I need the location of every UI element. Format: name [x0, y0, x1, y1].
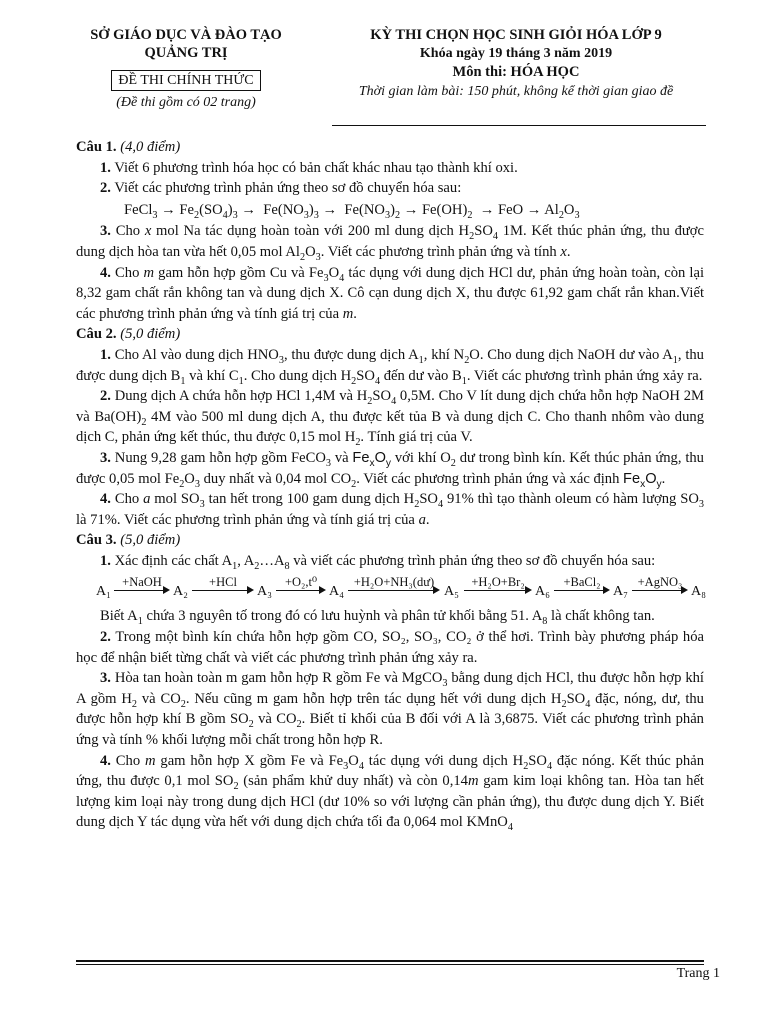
scheme-arrow-4 [348, 576, 440, 600]
scheme-arrow-7-label: +AgNO₃ [637, 575, 683, 590]
q3-item-1-note: Biết $A_1$ chứa 3 nguyên tố trong đó có lưu huỳnh và phân tử khối bằng 51. $A_8$ là chất không tan. [100, 608, 655, 628]
official-exam-box: ĐỀ THI CHÍNH THỨC [111, 70, 260, 91]
q2-item-2: 2. Dung dịch A chứa hỗn hợp HCl 1,4M và $H_2SO_4$ 0,5M. Cho V lít dung dịch chứa hỗn hợp NaOH 2M và $Ba(OH)_2$ 4M vào 500 ml dung dịch A, thu được kết tủa B và dung dịch C. Cho thanh nhôm vào dung dịch C, phản ứng kết thúc, thu được 0,15 mol $H_2$. Tính giá trị của V. [76, 388, 704, 449]
scheme-arrow-1-label: +NaOH [122, 575, 162, 590]
header-divider [332, 125, 706, 126]
scheme-node-3: A₃ [257, 584, 272, 600]
question-1-number: Câu 1. [76, 139, 117, 155]
q3-item-4-number: 4. [100, 752, 111, 769]
province-name: QUẢNG TRỊ [144, 45, 228, 61]
scheme-node-7: A₇ [613, 584, 628, 600]
q2-item-1: 1. Cho Al vào dung dịch $HNO_3$, thu được dung dịch $A_1$, khí $N_2O$. Cho dung dịch NaOH dư vào $A_1$, thu được dung dịch $B_1$ và khí $C_1$. Cho dung dịch $H_2SO_4$ đến dư vào $B_1$. Viết các phương trình phản ứng xảy ra. [76, 346, 704, 387]
q1-item-4-number: 4. [100, 264, 111, 281]
scheme-arrow-6-label: +BaCl₂ [563, 575, 601, 590]
q3-item-2 [76, 627, 704, 668]
question-3-number: Câu 3. [76, 532, 117, 549]
q3-item-1: 1. Xác định các chất $A_1$, $A_2\dots A_8$ và viết các phương trình phản ứng theo sơ đồ chuyển hóa sau: [100, 552, 656, 572]
scheme-node-2: A₂ [173, 584, 188, 600]
scheme-node-4: A₄ [329, 584, 344, 600]
scheme-arrow-5 [464, 576, 532, 600]
q1-item-4: 4. Cho m gam hỗn hợp gồm Cu và $Fe_3O_4$ tác dụng với dung dịch HCl dư, phản ứng hoàn toàn, còn lại 8,32 gam chất rắn không tan và dung dịch X. Cô cạn dung dịch X, thu được 61,92 gam chất rắn khan.Viết các phương trình phản ứng và tính giá trị của m. [76, 264, 704, 322]
q1-item-2-number: 2. [100, 180, 111, 197]
q3-item-4: 4. Cho m gam hỗn hợp X gồm Fe và $Fe_3O_4$ tác dụng với dung dịch $H_2SO_4$ đặc nóng. Kết thúc phản ứng, thu được 0,1 mol $SO_2$ (sản phẩm khử duy nhất) và còn 0,14m gam kim loại không tan. Hòa tan hết lượng kim loại này trong dung dịch HCl (dư 10% so với lượng cần phản ứng), thu được dung dịch Y. Biết dung dịch Y tác dụng vừa hết với dung dịch chứa tối đa 0,064 mol KMnO$_4$ [76, 752, 704, 834]
question-1-points: (4,0 điểm) [120, 139, 181, 155]
scheme-node-5: A₅ [444, 584, 459, 600]
q3-item-2-text: Trong một bình kín chứa hỗn hợp gồm CO, SO₂, SO₃, CO₂ ở thể hơi. Trình bày phương pháp hóa học để nhận biết từng chất và viết các phương trình phản ứng xảy ra. [76, 629, 704, 666]
exam-content [76, 137, 704, 833]
pages-note: (Đề thi gồm có 02 trang) [116, 95, 256, 110]
question-3-title [76, 530, 704, 551]
question-2-points: (5,0 điểm) [120, 326, 181, 343]
q2-item-4: 4. Cho a mol $SO_3$ tan hết trong 100 gam dung dịch $H_2SO_4$ 91% thì tạo thành oleum có hàm lượng $SO_3$ là 71%. Viết các phương trình phản ứng và tính giá trị của a. [76, 491, 705, 528]
exam-subject: Môn thi: HÓA HỌC [452, 64, 580, 80]
scheme-arrow-2-label: +HCl [209, 575, 237, 590]
scheme-arrow-2 [192, 576, 254, 600]
exam-date: Khóa ngày 19 tháng 3 năm 2019 [419, 46, 613, 61]
time-note: Thời gian làm bài: 150 phút, không kể thời gian giao đề [358, 84, 674, 99]
scheme-arrow-6 [554, 576, 610, 600]
header-left [72, 26, 300, 111]
scheme-node-8: A₈ [691, 584, 706, 600]
q3-item-3-number: 3. [100, 670, 111, 687]
footer-divider [76, 960, 704, 962]
q1-item-1-number: 1. [100, 159, 111, 176]
q3-item-2-number: 2. [100, 629, 111, 646]
q2-item-3: 3. Nung 9,28 gam hỗn hợp gồm FeCO$_3$ và $Fe_xO_y$ với khí $O_2$ dư trong bình kín. Kết thúc phản ứng, thu được 0,05 mol $Fe_2O_3$ duy nhất và 0,04 mol $CO_2$. Viết các phương trình phản ứng và xác định $Fe_xO_y$. [76, 449, 704, 490]
question-2-title [76, 324, 704, 345]
question-3-points: (5,0 điểm) [120, 532, 181, 549]
q3-item-1-number: 1. [100, 552, 111, 569]
question-1-title [76, 137, 704, 158]
q1-item-1-text: Viết 6 phương trình hóa học có bản chất khác nhau tạo thành khí oxi. [114, 159, 518, 176]
department-name: SỞ GIÁO DỤC VÀ ĐÀO TẠO [90, 27, 282, 43]
header-right [318, 26, 714, 101]
q2-item-4-number: 4. [100, 491, 111, 508]
q1-item-1 [76, 158, 704, 179]
q3-reaction-scheme [76, 573, 704, 603]
q2-item-2-number: 2. [100, 388, 111, 405]
scheme-arrow-7 [632, 576, 688, 600]
scheme-arrow-1 [114, 576, 170, 600]
scheme-arrow-5-label: +H₂O+Br₂ [471, 575, 525, 590]
q1-conversion-chain: FeCl$_3$ → $Fe_2(SO_4)_3 \to Fe(NO_3)_3 \to Fe(NO_3)_2 \to Fe(OH)_2$ → FeO → $Al_2O_3$ [124, 201, 580, 221]
page-number: Trang 1 [676, 966, 720, 981]
exam-title: KỲ THI CHỌN HỌC SINH GIỎI HÓA LỚP 9 [370, 27, 662, 43]
q2-item-3-number: 3. [100, 449, 111, 466]
q1-item-3-number: 3. [100, 223, 111, 240]
q2-item-1-number: 1. [100, 346, 111, 363]
scheme-node-6: A₆ [535, 584, 550, 600]
question-2-number: Câu 2. [76, 326, 117, 343]
q1-item-3: 3. Cho x mol Na tác dụng hoàn toàn với 200 ml dung dịch $H_2SO_4$ 1M. Kết thúc phản ứng, thu được dung dịch hòa tan vừa hết 0,05 mol $Al_2O_3$. Viết các phương trình phản ứng và tính x. [76, 223, 704, 263]
scheme-node-1: A₁ [96, 584, 111, 600]
q3-item-3: 3. Hòa tan hoàn toàn m gam hỗn hợp R gồm Fe và MgCO$_3$ bằng dung dịch HCl, thu được hỗn hợp khí A gồm $H_2$ và $CO_2$. Nếu cũng m gam hỗn hợp trên tác dụng hết với dung dịch $H_2SO_4$ đặc, nóng, dư, thu được hỗn hợp khí B gồm $SO_2$ và $CO_2$. Biết tỉ khối của B đối với A là 3,6875. Viết các phương trình phản ứng và tính % khối lượng mỗi chất trong hỗn hợp R. [76, 670, 704, 749]
scheme-arrow-3 [276, 576, 326, 600]
q1-item-2 [76, 178, 704, 199]
q1-item-2-text: Viết các phương trình phản ứng theo sơ đồ chuyển hóa sau: [114, 180, 462, 197]
scheme-arrow-4-label: +H₂O+NH₃(dư) [353, 575, 435, 590]
footer-divider-thin [76, 964, 704, 965]
scheme-arrow-3-label: +O₂,t⁰ [284, 575, 318, 590]
